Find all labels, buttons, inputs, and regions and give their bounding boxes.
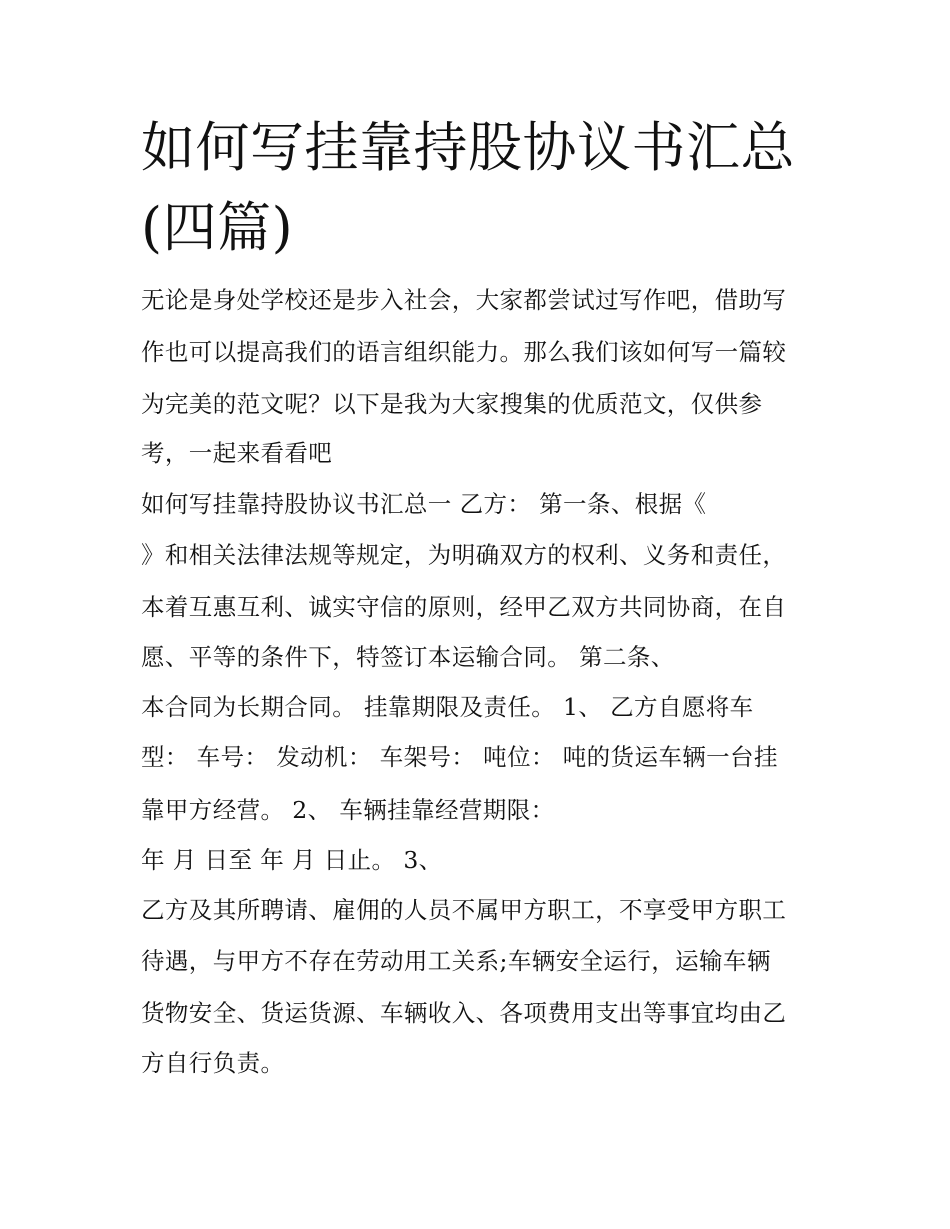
body-line: 如何写挂靠持股协议书汇总一 乙方： 第一条、根据《 xyxy=(141,490,707,518)
body-line: 本着互惠互利、诚实守信的原则，经甲乙双方共同协商，在自 xyxy=(141,593,787,621)
body-line: 本合同为长期合同。 挂靠期限及责任。 1、 乙方自愿将车 xyxy=(141,693,754,721)
body-line: 靠甲方经营。 2、 车辆挂靠经营期限： xyxy=(141,796,555,824)
body-line: 无论是身处学校还是步入社会，大家都尝试过写作吧，借助写 xyxy=(141,286,787,314)
body-line: 愿、平等的条件下，特签订本运输合同。 第二条、 xyxy=(141,643,675,671)
body-line: 货物安全、货运货源、车辆收入、各项费用支出等事宜均由乙 xyxy=(141,999,787,1027)
body-line: 待遇，与甲方不存在劳动用工关系;车辆安全运行，运输车辆 xyxy=(141,947,771,975)
body-line: 年 月 日至 年 月 日止。 3、 xyxy=(141,846,443,874)
body-line: 乙方及其所聘请、雇佣的人员不属甲方职工，不享受甲方职工 xyxy=(141,896,787,924)
body-line: 型： 车号： 发动机： 车架号： 吨位： 吨的货运车辆一台挂 xyxy=(141,743,778,771)
body-line: 为完美的范文呢？以下是我为大家搜集的优质范文，仅供参 xyxy=(141,390,763,418)
document-title: 如何写挂靠持股协议书汇总(四篇) xyxy=(141,116,795,259)
body-line: 方自行负责。 xyxy=(141,1049,285,1077)
body-line: 》和相关法律法规等规定，为明确双方的权利、义务和责任， xyxy=(141,541,787,569)
body-line: 考，一起来看看吧 xyxy=(141,439,333,467)
body-line: 作也可以提高我们的语言组织能力。那么我们该如何写一篇较 xyxy=(141,338,787,366)
